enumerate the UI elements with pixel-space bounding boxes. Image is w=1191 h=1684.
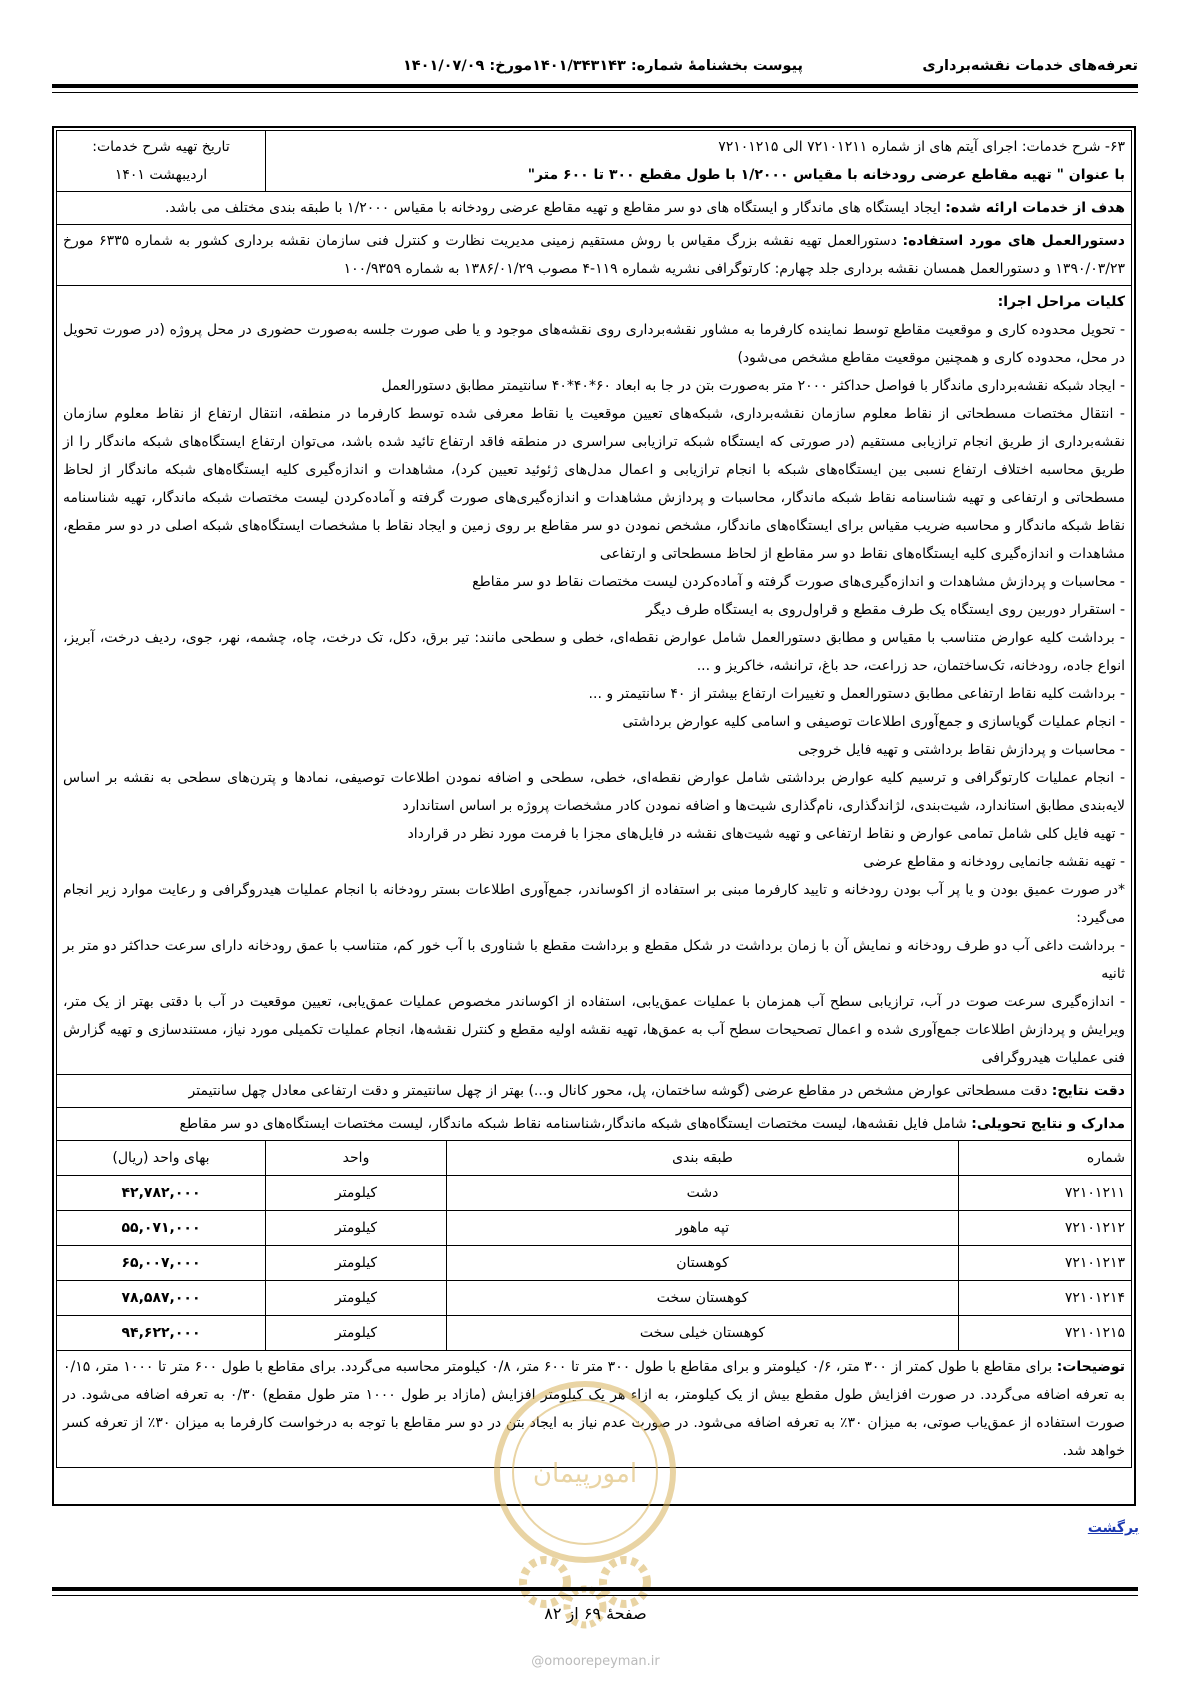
header-title: تعرفه‌های خدمات نقشه‌برداری	[922, 58, 1138, 74]
row-unit: کیلومتر	[266, 1246, 447, 1281]
instructions-cell	[57, 225, 1132, 286]
step-item: - انجام عملیات گویاسازی و جمع‌آوری اطلاعات توصیفی و اسامی کلیه عوارض برداشتی	[622, 714, 1125, 730]
row-number: ۷۲۱۰۱۲۱۳	[959, 1246, 1132, 1281]
deliverables-cell	[57, 1108, 1132, 1141]
row-price: ۵۵,۰۷۱,۰۰۰	[57, 1211, 266, 1246]
watermark-seal-icon	[485, 1372, 685, 1642]
row-category: کوهستان	[447, 1246, 959, 1281]
service-title-cell	[266, 131, 1132, 192]
table-row	[57, 1246, 1132, 1281]
row-category: کوهستان سخت	[447, 1281, 959, 1316]
step-item: - انجام عملیات کارتوگرافی و ترسیم کلیه عوارض برداشتی شامل عوارض نقطه‌ای، خطی، سطحی و اضافه نمودن اطلاعات توصیفی، نمادها و پترن‌های سطحی به نقشه بر اساس لایه‌بندی مطابق استاندارد، شیت‌بندی، لژاندگذاری، نام‌گذاری شیت‌ها و اضافه نمودن کادر مشخصات پروژه بر اساس استاندارد	[63, 770, 1125, 814]
header-attachment: پیوست بخشنامۀ شماره: ۱۴۰۱/۳۴۳۱۴۳مورخ: ۱۴۰۱/۰۷/۰۹	[402, 58, 803, 74]
instructions-label: دستورالعمل های مورد استفاده:	[902, 233, 1125, 249]
row-unit: کیلومتر	[266, 1211, 447, 1246]
service-line-1: ۶۳- شرح خدمات: اجرای آیتم های از شماره ۷۲۱۰۱۲۱۱ الی ۷۲۱۰۱۲۱۵	[718, 139, 1125, 155]
instructions-text: دستورالعمل تهیه نقشه بزرگ مقیاس با روش مستقیم زمینی مدیریت نظارت و کنترل فنی سازمان نقشه برداری کشور به شماره ۶۳۳۵ مورخ ۱۳۹۰/۰۳/۲۳ و دستورالعمل همسان نقشه برداری جلد چهارم: کارتوگرافی نشریه شماره ۱۱۹-۴ مصوب ۱۳۸۶/۰۱/۲۹ به شماره ۱۰۰/۹۳۵۹	[63, 233, 1125, 277]
service-date-cell	[57, 131, 266, 192]
step-item: - برداشت کلیه نقاط ارتفاعی مطابق دستورالعمل و تغییرات ارتفاع بیشتر از ۴۰ سانتیمتر و ...	[588, 686, 1125, 702]
row-unit: کیلومتر	[266, 1316, 447, 1351]
watermark-text: امورپیمان	[532, 1459, 638, 1489]
footer-rule-thin	[52, 1595, 1138, 1596]
header-number: شماره	[959, 1141, 1132, 1176]
row-category: دشت	[447, 1176, 959, 1211]
price-table-header	[57, 1141, 1132, 1176]
step-item: - تحویل محدوده کاری و موقعیت مقاطع توسط نماینده کارفرما به مشاور نقشه‌برداری روی نقشه‌های موجود و یا طی صورت جلسه به‌صورت حضوری در محل پروژه (در صورت تحویل در محل، محدوده کاری و همچنین موقعیت مقاطع مشخص می‌شود)	[63, 322, 1125, 366]
step-item: - برداشت داغی آب دو طرف رودخانه و نمایش آن با زمان برداشت در شکل مقطع و برداشت مقطع با شناوری با آب خور کم، متناسب با عمق رودخانه دارای سرعت حداکثر دو متر بر ثانیه	[63, 938, 1125, 982]
row-category: کوهستان خیلی سخت	[447, 1316, 959, 1351]
step-item: - تهیه فایل کلی شامل تمامی عوارض و نقاط ارتفاعی و تهیه شیت‌های نقشه در فایل‌های مجزا با فرمت مورد نظر در قرارداد	[407, 826, 1125, 842]
step-item: - انتقال مختصات مسطحاتی از نقاط معلوم سازمان نقشه‌برداری، شبکه‌های تعیین موقعیت یا نقاط معرفی شده توسط کارفرما در منطقه، انتقال ارتفاع از نقاط معلوم سازمان نقشه‌برداری از طریق انجام ترازیابی مستقیم (در صورتی که ایستگاه شبکه ترازیابی سراسری در منطقه فاقد ارتفاع تائید شده باشد، می‌توان ارتفاع ایستگاه‌های شبکه ماندگار را از طریق محاسبه اختلاف ارتفاع نسبی بین ایستگاه‌های شبکه با انجام ترازیابی و اعمال مدل‌های ژئوئید تعیین کرد)، مشاهدات و اندازه‌گیری کلیه ایستگاه‌های شبکه ماندگار از لحاظ مسطحاتی و ارتفاعی و تهیه شناسنامه نقاط شبکه ماندگار، محاسبات و پردازش مشاهدات و اندازه‌گیری‌های صورت گرفته و آماده‌کردن لیست مختصات شبکه ماندگار، تهیه شناسنامه نقاط شبکه ماندگار و محاسبه ضریب مقیاس برای ایستگاه‌های ماندگار، مشخص نمودن دو سر مقاطع بر روی زمین و ایجاد نقاط با مشخصات ایستگاه‌های شبکه اصلی در دو سر مقطع، مشاهدات و اندازه‌گیری کلیه ایستگاه‌های نقاط دو سر مقاطع از لحاظ مسطحاتی و ارتفاعی	[63, 406, 1125, 562]
service-date-value: اردیبهشت ۱۴۰۱	[114, 167, 208, 183]
row-unit: کیلومتر	[266, 1176, 447, 1211]
service-date-label: تاریخ تهیه شرح خدمات:	[92, 139, 230, 155]
page-header	[52, 58, 1138, 80]
service-table	[56, 130, 1132, 1141]
row-price: ۹۴,۶۲۲,۰۰۰	[57, 1316, 266, 1351]
deliverables-text: شامل فایل نقشه‌ها، لیست مختصات ایستگاه‌های شبکه ماندگار،شناسنامه نقاط شبکه ماندگار، لیست مختصات ایستگاه‌های دو سر مقاطع	[179, 1116, 972, 1132]
page-number: صفحۀ ۶۹ از ۸۲	[544, 1604, 647, 1623]
deliverables-label: مدارک و نتایج تحویلی:	[971, 1116, 1125, 1132]
accuracy-label: دقت نتایج:	[1051, 1083, 1125, 1099]
step-item: *در صورت عمیق بودن و یا پر آب بودن رودخانه و تایید کارفرما مبنی بر استفاده از اکوساندر، جمع‌آوری اطلاعات بستر رودخانه با انجام عملیات هیدروگرافی و رعایت موارد زیر انجام می‌گیرد:	[63, 882, 1125, 926]
header-unit: واحد	[266, 1141, 447, 1176]
step-item: - ایجاد شبکه نقشه‌برداری ماندگار با فواصل حداکثر ۲۰۰۰ متر به‌صورت بتن در جا به ابعاد ۶۰*۴۰*۴۰ سانتیمتر مطابق دستورالعمل	[381, 378, 1125, 394]
table-row	[57, 1211, 1132, 1246]
row-number: ۷۲۱۰۱۲۱۴	[959, 1281, 1132, 1316]
service-line-2: با عنوان " تهیه مقاطع عرضی رودخانه با مقیاس ۱/۲۰۰۰ با طول مقطع ۳۰۰ تا ۶۰۰ متر"	[527, 167, 1125, 183]
goal-cell	[57, 192, 1132, 225]
row-price: ۶۵,۰۰۷,۰۰۰	[57, 1246, 266, 1281]
step-item: - اندازه‌گیری سرعت صوت در آب، ترازیابی سطح آب همزمان با عملیات عمق‌یابی، استفاده از اکوساندر مخصوص عملیات عمق‌یابی، تعیین موقعیت در آب با دقتی بهتر از یک متر، ویرایش و پردازش اطلاعات جمع‌آوری شده و اعمال تصحیحات سطح آب به عمق‌ها، تهیه نقشه اولیه مقطع و کنترل نقشه‌ها، انجام عملیات تکمیلی مورد نیاز، مستندسازی و تهیه گزارش فنی عملیات هیدروگرافی	[63, 994, 1125, 1066]
steps-label: کلیات مراحل اجرا:	[997, 294, 1125, 310]
step-item: - استقرار دوربین روی ایستگاه یک طرف مقطع و قراول‌روی به ایستگاه طرف دیگر	[645, 602, 1125, 618]
step-item: - تهیه نقشه جانمایی رودخانه و مقاطع عرضی	[863, 854, 1125, 870]
notes-text: برای مقاطع با طول کمتر از ۳۰۰ متر، ۰/۶ کیلومتر و برای مقاطع با طول ۳۰۰ متر تا ۶۰۰ متر، ۰/۸ کیلومتر محاسبه می‌گردد. برای مقاطع با طول ۶۰۰ متر تا ۱۰۰۰ متر، ۰/۱۵ به تعرفه اضافه می‌گردد. در صورت افزایش طول مقطع بیش از یک کیلومتر، به ازاء هر یک کیلومتر افزایش (مازاد بر طول ۱۰۰۰ متر طول مقطع) ۰/۳۰ به تعرفه اضافه می‌شود. در صورت استفاده از عمق‌یاب صوتی، به میزان ۳۰٪ به تعرفه اضافه می‌شود. در صورت عدم نیاز به ایجاد بتن در دو سر مقاطع با توجه به درخواست کارفرما به میزان ۳۰٪ از تعرفه کسر خواهد شد.	[63, 1359, 1126, 1459]
step-item: - محاسبات و پردازش مشاهدات و اندازه‌گیری‌های صورت گرفته و آماده‌کردن لیست مختصات نقاط دو سر مقاطع	[472, 574, 1125, 590]
accuracy-text: دقت مسطحاتی عوارض مشخص در مقاطع عرضی (گوشه ساختمان، پل، محور کانال و...) بهتر از چهل سانتیمتر و دقت ارتفاعی معادل چهل سانتیمتر	[188, 1083, 1052, 1099]
table-row	[57, 1176, 1132, 1211]
notes-label: توضیحات:	[1056, 1359, 1125, 1375]
row-number: ۷۲۱۰۱۲۱۱	[959, 1176, 1132, 1211]
header-rule-thin	[52, 92, 1138, 93]
content	[56, 130, 1132, 1468]
row-number: ۷۲۱۰۱۲۱۲	[959, 1211, 1132, 1246]
table-row	[57, 1281, 1132, 1316]
accuracy-cell	[57, 1075, 1132, 1108]
step-item: - محاسبات و پردازش نقاط برداشتی و تهیه فایل خروجی	[798, 742, 1125, 758]
step-item: - برداشت کلیه عوارض متناسب با مقیاس و مطابق دستورالعمل شامل عوارض نقطه‌ای، خطی و سطحی مانند: تیر برق، دکل، تک درخت، چاه، چشمه، نهر، جوی، ردیف درخت، آبریز، انواع جاده، رودخانه، تک‌ساختمان، حد زراعت، حد باغ، ترانشه، خاکریز و ...	[63, 630, 1125, 674]
price-table	[56, 1140, 1132, 1351]
header-price: بهای واحد (ریال)	[57, 1141, 266, 1176]
table-row	[57, 1316, 1132, 1351]
header-category: طبقه بندی	[447, 1141, 959, 1176]
goal-label: هدف از خدمات ارائه شده:	[945, 200, 1125, 216]
footer-rule	[52, 1587, 1138, 1591]
site-watermark: @omoorepeyman.ir	[531, 1654, 660, 1669]
row-price: ۴۲,۷۸۲,۰۰۰	[57, 1176, 266, 1211]
goal-text: ایجاد ایستگاه های ماندگار و ایستگاه های دو سر مقاطع و تهیه مقاطع عرضی رودخانه با مقیاس ۱/۲۰۰۰ با طبقه بندی مختلف می باشد.	[164, 200, 946, 216]
back-link[interactable]: برگشت	[1087, 1520, 1139, 1536]
row-unit: کیلومتر	[266, 1281, 447, 1316]
header-rule	[52, 84, 1138, 88]
steps-cell	[57, 286, 1132, 1075]
row-category: تپه ماهور	[447, 1211, 959, 1246]
row-number: ۷۲۱۰۱۲۱۵	[959, 1316, 1132, 1351]
row-price: ۷۸,۵۸۷,۰۰۰	[57, 1281, 266, 1316]
